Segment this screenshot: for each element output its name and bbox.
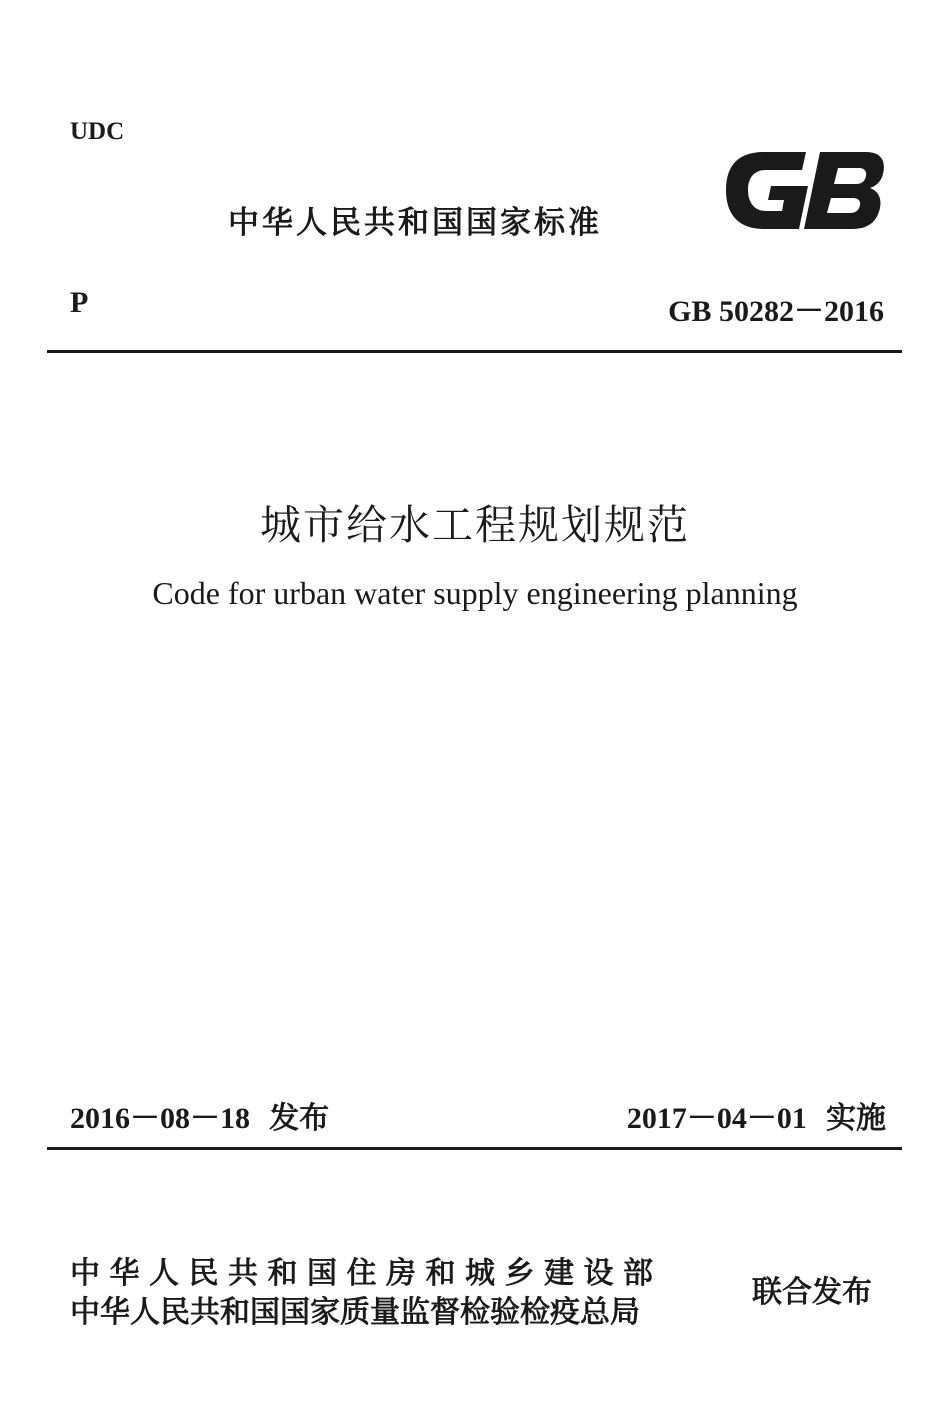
issue-label: 发布 xyxy=(269,1101,330,1136)
standard-number: GB 50282－2016 xyxy=(668,295,884,328)
publisher-line-1: 中华人民共和国住房和城乡建设部 xyxy=(70,1256,663,1291)
effective-label: 实施 xyxy=(826,1101,886,1136)
gb-logo xyxy=(720,148,886,233)
effective-line xyxy=(627,1093,886,1137)
classification-code: P xyxy=(70,286,89,319)
issue-date: 2016－08－18 xyxy=(70,1102,250,1135)
joint-publish-label: 联合发布 xyxy=(752,1275,872,1310)
document-title-chinese: 城市给水工程规划规范 xyxy=(260,501,690,549)
document-title-english: Code for urban water supply engineering planning xyxy=(152,575,798,611)
standard-type: 中华人民共和国国家标准 xyxy=(228,205,602,241)
publisher-line-2: 中华人民共和国国家质量监督检验检疫总局 xyxy=(70,1295,640,1330)
effective-date: 2017－04－01 xyxy=(626,1102,807,1135)
issue-line xyxy=(70,1093,329,1137)
udc-label: UDC xyxy=(70,118,125,145)
bottom-divider xyxy=(47,1147,902,1150)
top-divider xyxy=(47,350,902,353)
